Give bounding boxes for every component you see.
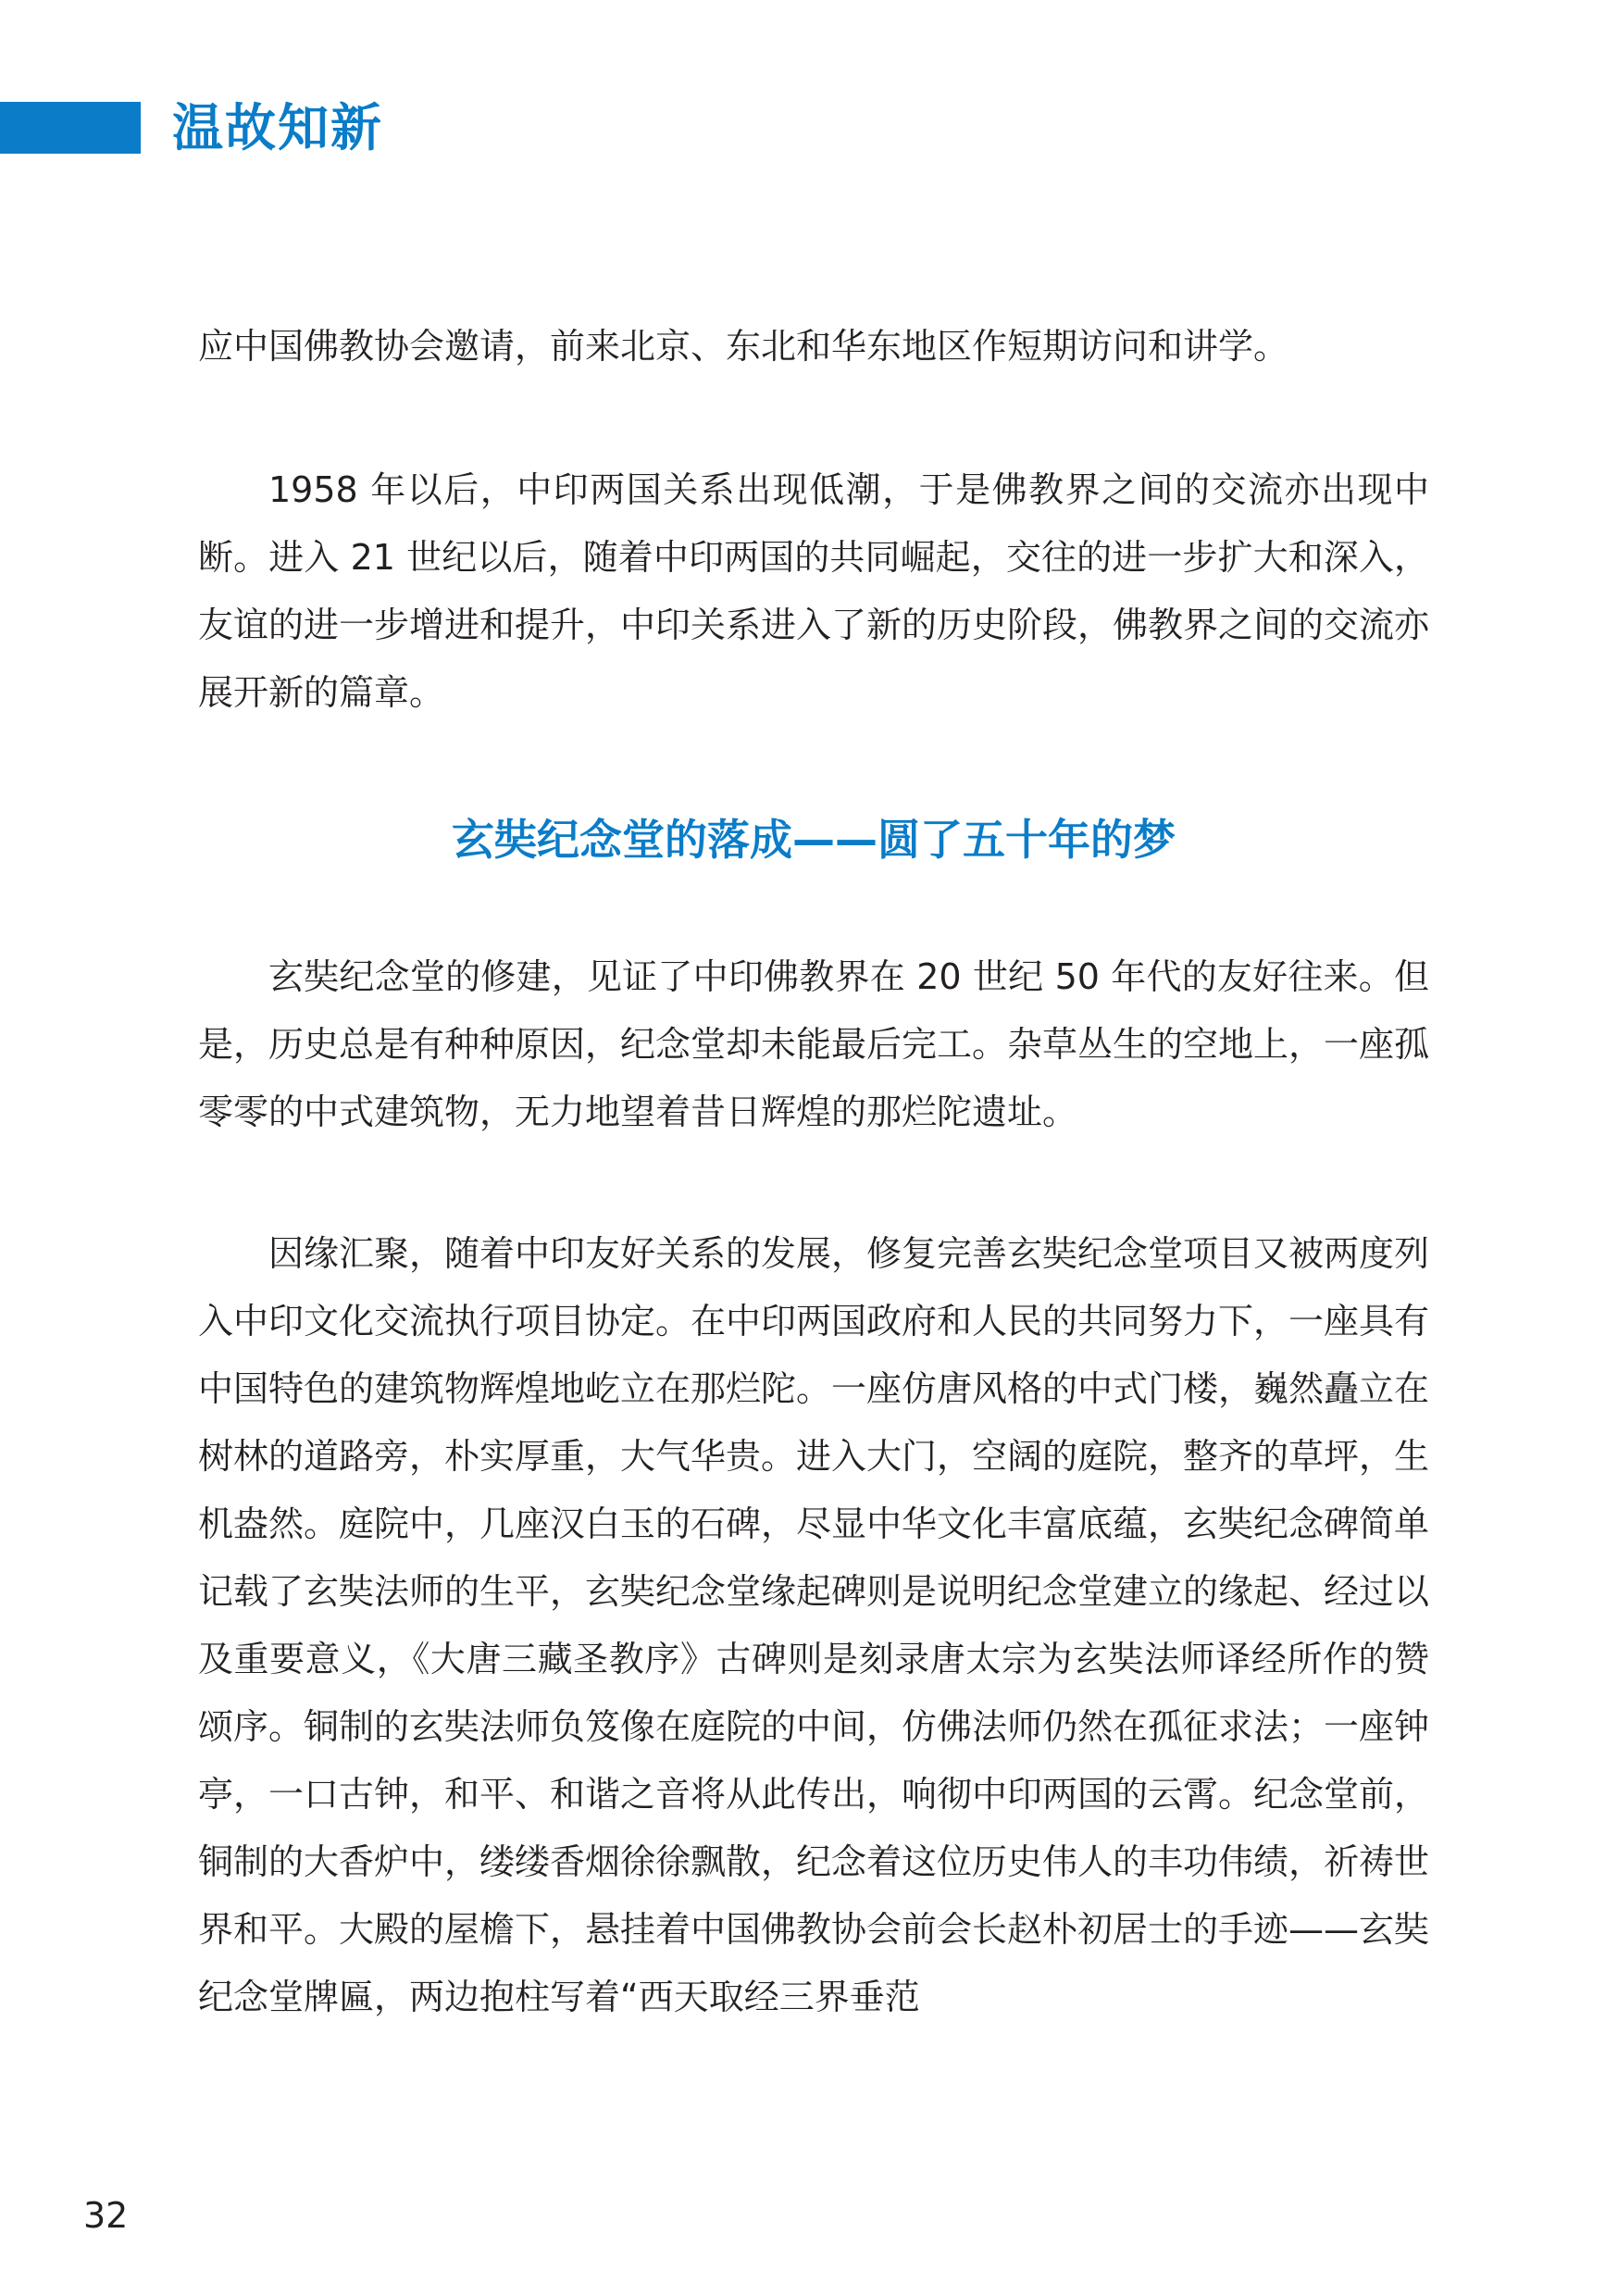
paragraph-3: 玄奘纪念堂的修建，见证了中印佛教界在 20 世纪 50 年代的友好往来。但是，历史总是有种种原因，纪念堂却未能最后完工。杂草丛生的空地上，一座孤零零的中式建筑物，无力地望着昔日辉煌的那烂陀遗址。 [198, 956, 1430, 1132]
paragraph-4: 因缘汇聚，随着中印友好关系的发展，修复完善玄奘纪念堂项目又被两度列入中印文化交流执行项目协定。在中印两国政府和人民的共同努力下，一座具有中国特色的建筑物辉煌地屹立在那烂陀。一座仿唐风格的中式门楼，巍然矗立在树林的道路旁，朴实厚重，大气华贵。进入大门，空阔的庭院，整齐的草坪，生机盎然。庭院中，几座汉白玉的石碑，尽显中华文化丰富底蕴，玄奘纪念碑简单记载了玄奘法师的生平，玄奘纪念堂缘起碑则是说明纪念堂建立的缘起、经过以及重要意义，《大唐三藏圣教序》古碑则是刻录唐太宗为玄奘法师译经所作的赞颂序。铜制的玄奘法师负笈像在庭院的中间，仿佛法师仍然在孤征求法；一座钟亭，一口古钟，和平、和谐之音将从此传出，响彻中印两国的云霄。纪念堂前，铜制的大香炉中，缕缕香烟徐徐飘散，纪念着这位历史伟人的丰功伟绩，祈祷世界和平。大殿的屋檐下，悬挂着中国佛教协会前会长赵朴初居士的手迹——玄奘纪念堂牌匾，两边抱柱写着“西天取经三界垂范 [198, 1233, 1430, 2017]
paragraph-3-block [198, 943, 1429, 1146]
paragraph-1: 应中国佛教协会邀请，前来北京、东北和华东地区作短期访问和讲学。 [198, 326, 1289, 367]
paragraph-1-block [198, 313, 1429, 381]
page-number: 32 [83, 2195, 129, 2236]
article-heading: 玄奘纪念堂的落成——圆了五十年的梦 [452, 815, 1176, 865]
paragraph-4-block [198, 1220, 1429, 2031]
header-accent-bar [0, 102, 141, 154]
paragraph-2: 1958 年以后，中印两国关系出现低潮，于是佛教界之间的交流亦出现中断。进入 21 世纪以后，随着中印两国的共同崛起，交往的进一步扩大和深入，友谊的进一步增进和提升，中印关系进入了新的历史阶段，佛教界之间的交流亦展开新的篇章。 [198, 469, 1430, 713]
section-title: 温故知新 [172, 98, 384, 157]
paragraph-2-block [198, 456, 1429, 727]
